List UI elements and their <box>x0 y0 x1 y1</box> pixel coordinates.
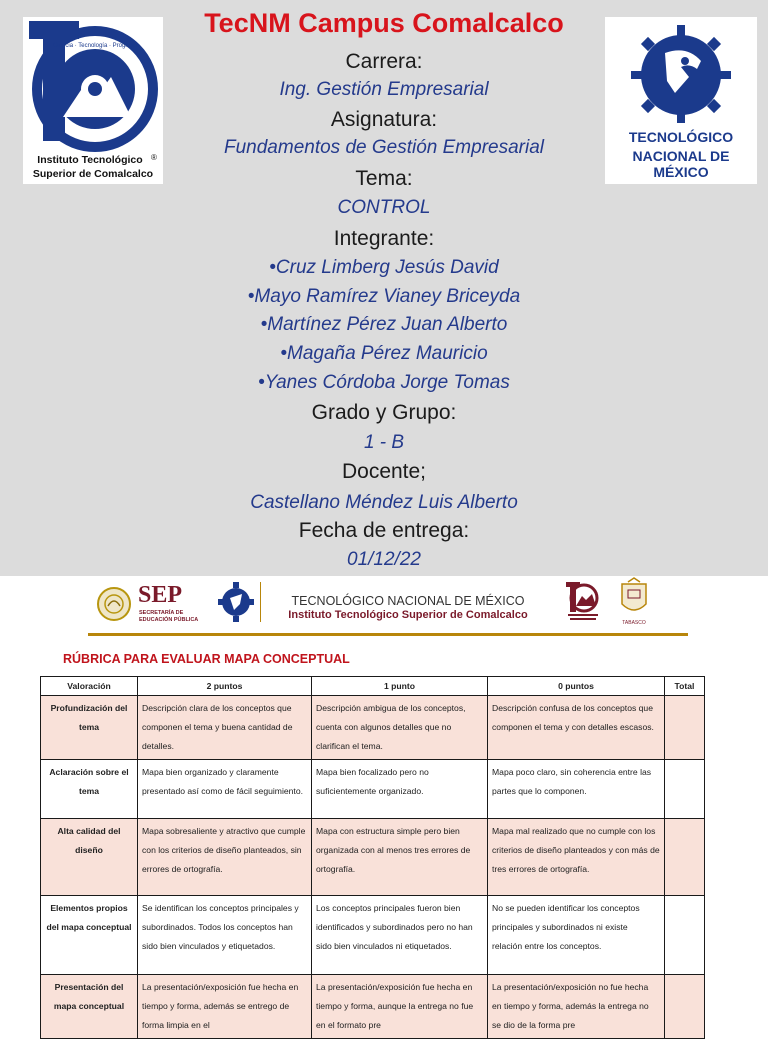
integrante-item: •Magaña Pérez Mauricio <box>280 343 488 364</box>
rubric-page <box>0 576 768 1030</box>
header-gold-rule <box>88 633 688 636</box>
asignatura-value: Fundamentos de Gestión Empresarial <box>224 137 544 158</box>
tabasco-shield-icon <box>618 578 650 620</box>
carrera-label: Carrera: <box>345 50 423 73</box>
header-total: Total <box>665 677 705 696</box>
mexico-seal-icon <box>96 586 132 622</box>
tecnm-logo-line1: TECNOLÓGICO <box>628 129 734 145</box>
tecnm-logo-line2: NACIONAL DE MÉXICO <box>632 148 730 180</box>
score-0-cell: Mapa mal realizado que no cumple con los criterios de diseño planteados y con más de tres errores de ortografía. <box>488 819 665 896</box>
score-0-cell: La presentación/exposición no fue hecha en tiempo y forma, además la entrega no se dio de la forma pre <box>488 975 665 1039</box>
itsc-logo-line2: Superior de Comalcalco <box>32 168 154 180</box>
carrera-value: Ing. Gestión Empresarial <box>279 79 489 100</box>
header-0-puntos: 0 puntos <box>488 677 665 696</box>
criterion-cell: Profundización del tema <box>41 696 138 760</box>
score-2-cell: Mapa sobresaliente y atractivo que cumple con los criterios de diseño planteados, sin errores de ortografía. <box>138 819 312 896</box>
integrante-item: •Martínez Pérez Juan Alberto <box>260 314 508 335</box>
score-0-cell: Mapa poco claro, sin coherencia entre las partes que lo componen. <box>488 760 665 819</box>
instituto-name: Instituto Tecnológico Superior de Comalcalco <box>288 609 528 621</box>
cover-title: TecNM Campus Comalcalco <box>204 8 564 38</box>
integrante-item: •Yanes Córdoba Jorge Tomas <box>258 372 510 393</box>
score-0-cell: Descripción confusa de los conceptos que componen el tema y con detalles escasos. <box>488 696 665 760</box>
tema-label: Tema: <box>355 167 413 190</box>
criterion-cell: Aclaración sobre el tema <box>41 760 138 819</box>
rubric-header-row <box>41 677 705 696</box>
integrante-item: •Cruz Limberg Jesús David <box>269 257 499 278</box>
score-2-cell: Descripción clara de los conceptos que componen el tema y buena cantidad de detalles. <box>138 696 312 760</box>
fecha-value: 01/12/22 <box>347 549 421 570</box>
svg-text:®: ® <box>151 153 157 162</box>
table-row <box>41 819 705 896</box>
score-0-cell: No se pueden identificar los conceptos principales y subordinados ni existe relación entre los conceptos. <box>488 896 665 975</box>
docente-label: Docente; <box>341 460 427 483</box>
sep-sub2: EDUCACIÓN PÚBLICA <box>139 617 199 623</box>
score-1-cell: La presentación/exposición fue hecha en tiempo y forma, aunque la entrega no fue en el formato pre <box>312 975 488 1039</box>
sep-text: SEP <box>138 582 183 608</box>
sep-sub1: SECRETARÍA DE <box>139 610 184 616</box>
fecha-label: Fecha de entrega: <box>298 519 470 542</box>
score-1-cell: Los conceptos principales fueron bien identificados y subordinados pero no han sido bien vinculados ni etiquetados. <box>312 896 488 975</box>
tema-value: CONTROL <box>337 197 431 218</box>
score-2-cell: Se identifican los conceptos principales y subordinados. Todos los conceptos han sido bien vinculados y etiquetados. <box>138 896 312 975</box>
tabasco-text: TABASCO <box>622 620 646 626</box>
tecnm-gear-icon <box>218 580 254 624</box>
score-2-cell: La presentación/exposición fue hecha en tiempo y forma, además se entrego de forma limpia en el <box>138 975 312 1039</box>
rubric-title: RÚBRICA PARA EVALUAR MAPA CONCEPTUAL <box>63 652 350 666</box>
itsc-small-logo-icon <box>564 580 600 622</box>
svg-text:Ciencia · Tecnología · Progres: Ciencia · Tecnología · Progreso <box>53 43 137 49</box>
total-cell <box>665 760 705 819</box>
score-1-cell: Mapa bien focalizado pero no suficientemente organizado. <box>312 760 488 819</box>
integrante-label: Integrante: <box>333 227 435 250</box>
institution-header <box>88 576 688 636</box>
rubric-table <box>40 676 705 1039</box>
table-row <box>41 896 705 975</box>
score-1-cell: Mapa con estructura simple pero bien organizada con al menos tres errores de ortografía. <box>312 819 488 896</box>
total-cell <box>665 975 705 1039</box>
table-row <box>41 975 705 1039</box>
total-cell <box>665 896 705 975</box>
header-2-puntos: 2 puntos <box>138 677 312 696</box>
grado-label: Grado y Grupo: <box>311 401 457 424</box>
header-divider <box>260 582 261 622</box>
total-cell <box>665 819 705 896</box>
table-row <box>41 760 705 819</box>
asignatura-label: Asignatura: <box>330 108 438 131</box>
header-1-punto: 1 punto <box>312 677 488 696</box>
grado-value: 1 - B <box>363 432 405 453</box>
criterion-cell: Presentación del mapa conceptual <box>41 975 138 1039</box>
criterion-cell: Alta calidad del diseño <box>41 819 138 896</box>
table-row <box>41 696 705 760</box>
integrante-item: •Mayo Ramírez Vianey Briceyda <box>247 286 521 307</box>
header-valoracion: Valoración <box>41 677 138 696</box>
score-1-cell: Descripción ambigua de los conceptos, cuenta con algunos detalles que no clarifican el tema. <box>312 696 488 760</box>
total-cell <box>665 696 705 760</box>
criterion-cell: Elementos propios del mapa conceptual <box>41 896 138 975</box>
docente-value: Castellano Méndez Luis Alberto <box>250 492 518 513</box>
tecnm-name: TECNOLÓGICO NACIONAL DE MÉXICO <box>291 594 525 608</box>
itsc-logo-line1: Instituto Tecnológico <box>37 154 143 166</box>
score-2-cell: Mapa bien organizado y claramente presentado así como de fácil seguimiento. <box>138 760 312 819</box>
